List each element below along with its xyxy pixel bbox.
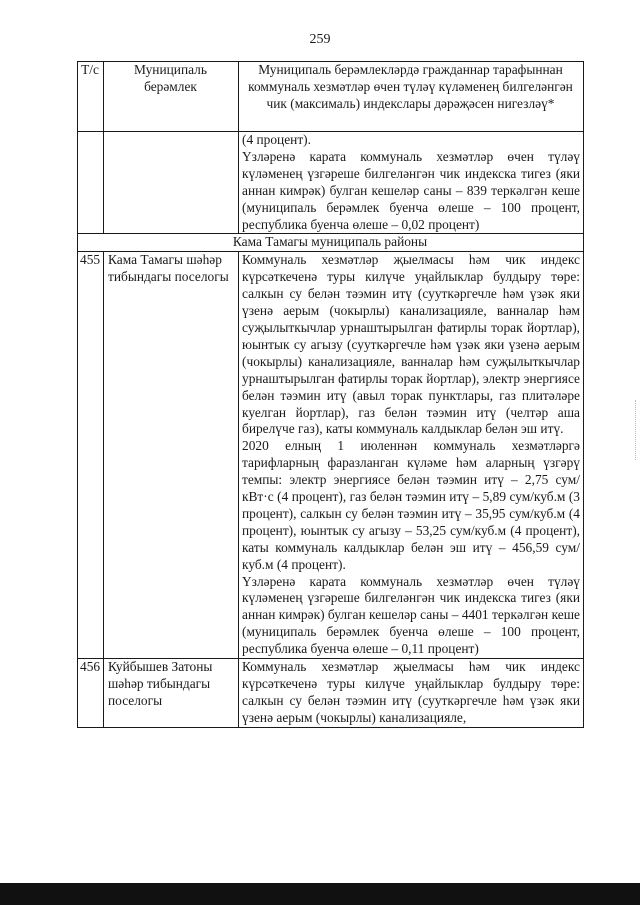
continuation-municipality-cell bbox=[104, 132, 239, 234]
table-row bbox=[78, 252, 584, 659]
page-number: 259 bbox=[309, 32, 331, 47]
municipal-index-table bbox=[77, 61, 584, 728]
header-municipality: Муниципаль берәмлек bbox=[104, 62, 239, 132]
row-municipality: Куйбышев Затоны шәһәр тибындагы поселогы bbox=[104, 659, 239, 728]
row-description bbox=[239, 252, 584, 659]
row-paragraph: Коммуналь хезмәтләр җыелмасы һәм чик индекс күрсәткеченә туры килүче уңайлыклар булдыру төре: салкын су белән тәэмин итү (сууткәргечле һәм үзәк яки үзенә аерым (чокырлы) канализацияле, ванналар һәм суҗылыткычлар урнаштырылган фатирлы торак йортлар), юынтык су агызу (сууткәргечле һәм үзәк яки үзенә аерым (чокырлы) канализацияле, ванналар һәм суҗылыткычлар урнаштырылган фатирлы торак йортлар), электр энергиясе белән тәэмин итү (авыл торак пунктлары, газ плитәләре куелган йортлар), газ белән тәэмин итү (челтәр аша бирелүче газ), каты коммуналь калдыклар белән эш итү. bbox=[242, 252, 580, 437]
continuation-num-cell bbox=[78, 132, 104, 234]
continuation-description-cell bbox=[239, 132, 584, 234]
scan-edge-mark bbox=[635, 400, 637, 460]
header-description: Муниципаль берәмлекләрдә гражданнар тарафыннан коммуналь хезмәтләр өчен түләү күләменең билгеләнгән чик (максималь) индекслары дәрәҗәсен нигезләү* bbox=[239, 62, 584, 132]
row-paragraph: Коммуналь хезмәтләр җыелмасы һәм чик индекс күрсәткеченә туры килүче уңайлыклар булдыру төре: салкын су белән тәэмин итү (сууткәргечле һәм үзәк яки үзенә аерым (чокырлы) канализацияле, bbox=[242, 659, 580, 725]
header-num: Т/с bbox=[78, 62, 104, 132]
row-num: 455 bbox=[78, 252, 104, 659]
row-num: 456 bbox=[78, 659, 104, 728]
row-paragraph: Үзләренә карата коммуналь хезмәтләр өчен түләү күләменең үзгәреше билгеләнгән чик индекска тигез (яки аннан кимрәк) булган кешеләр саны – 4401 теркәлгән кеше (муниципаль берәмлек буенча өлеше – 100 процент, республика буенча өлеше – 0,11 процент) bbox=[242, 573, 580, 657]
row-municipality: Кама Тамагы шәһәр тибындагы поселогы bbox=[104, 252, 239, 659]
continuation-paragraph: (4 процент). bbox=[242, 132, 311, 147]
scan-bottom-border bbox=[0, 883, 640, 905]
table-header-row bbox=[78, 62, 584, 132]
table-row bbox=[78, 659, 584, 728]
region-row bbox=[78, 234, 584, 252]
region-title: Кама Тамагы муниципаль районы bbox=[78, 234, 584, 252]
table-row-continuation bbox=[78, 132, 584, 234]
continuation-paragraph: Үзләренә карата коммуналь хезмәтләр өчен түләү күләменең үзгәреше билгеләнгән чик индекска тигез (яки аннан кимрәк) булган кешеләр саны – 839 теркәлгән кеше (муниципаль берәмлек буенча өлеше – 100 процент, республика буенча өлеше – 0,02 процент) bbox=[242, 148, 580, 232]
row-description bbox=[239, 659, 584, 728]
row-paragraph: 2020 елның 1 июленнән коммуналь хезмәтләргә тарифларның фаразланган күләме һәм аларның үзгәрү темпы: электр энергиясе белән тәэмин итү – 2,75 сум/кВт·с (4 процент), газ белән тәэмин итү – 5,89 сум/куб.м (3 процент), салкын су белән тәэмин итү – 35,95 сум/куб.м (4 процент), юынтык су агызу – 53,25 сум/куб.м (4 процент), каты коммуналь калдыклар белән эш итү – 456,59 сум/куб.м (4 процент). bbox=[242, 438, 580, 572]
